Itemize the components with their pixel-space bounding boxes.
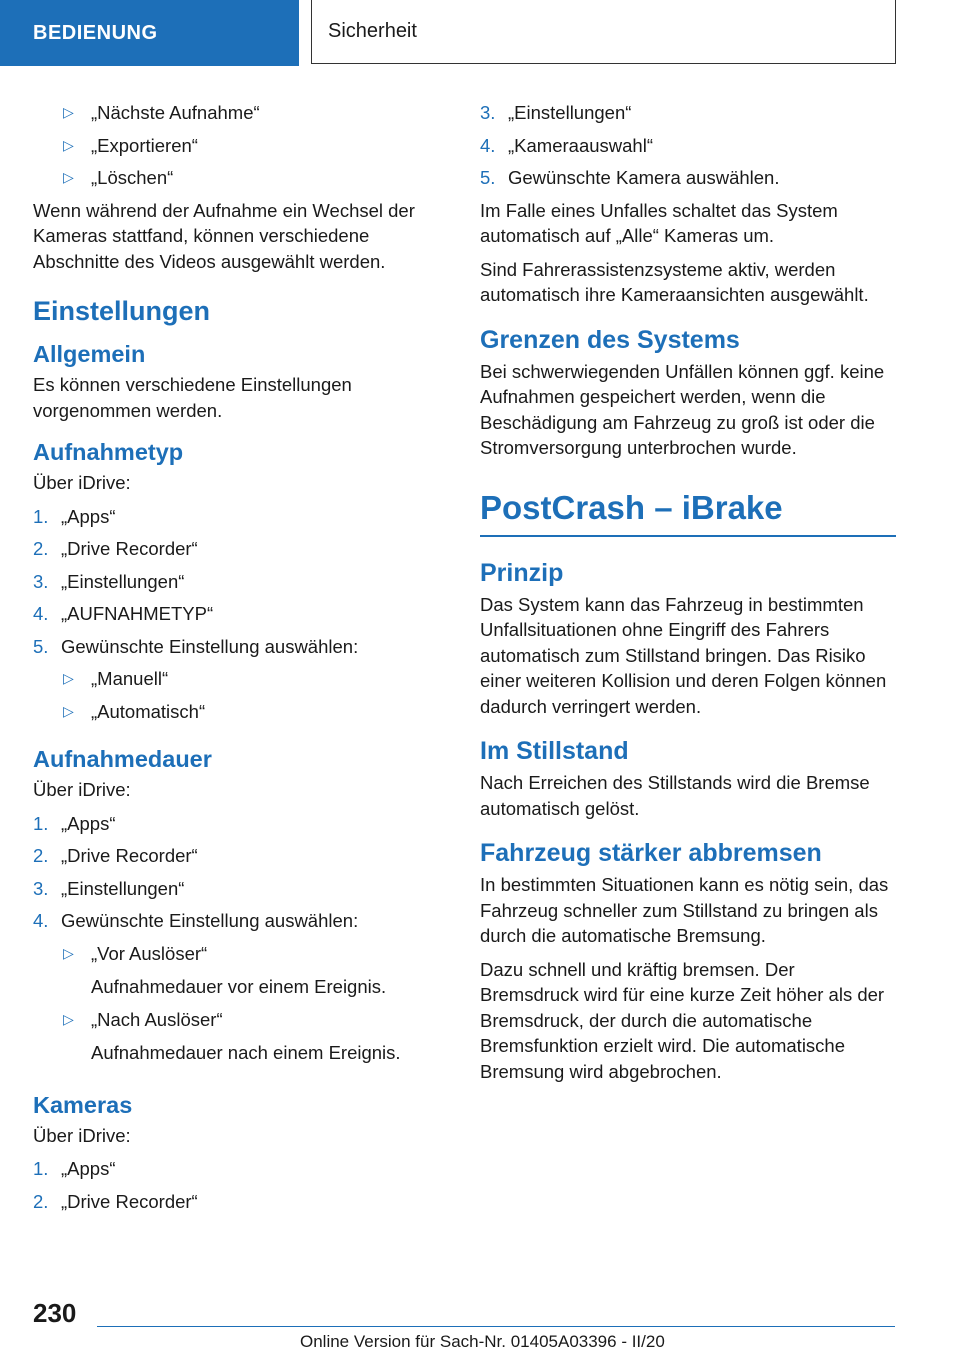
list-item: 1. „Apps“ [33, 1158, 116, 1179]
list-item: 5. Gewünschte Kamera auswählen. [480, 167, 780, 188]
page-header [0, 0, 960, 66]
page-number: 230 [33, 1298, 77, 1328]
heading-cameras: Kameras [33, 1091, 133, 1118]
triangle-right-icon: ▷ [63, 104, 74, 120]
list-item: 5. Gewünschte Einstellung auswählen: [33, 635, 359, 657]
triangle-right-icon: ▷ [63, 670, 74, 686]
list-item: 3. „Einstellungen“ [33, 877, 185, 899]
paragraph: Nach Erreichen des Stillstands wird die Bremse automatisch gelöst. [480, 772, 870, 819]
list-item: 4. Gewünschte Einstellung auswählen: [33, 910, 359, 931]
paragraph: Über iDrive: [33, 1124, 131, 1146]
heading-stronger-braking: Fahrzeug stärker abbremsen [480, 839, 822, 867]
list-item: ▷ „Nächste Aufnahme“ [33, 100, 433, 126]
triangle-right-icon: ▷ [63, 1010, 74, 1027]
heading-general: Allgemein [33, 341, 146, 367]
list-item: 4. „AUFNAHMETYP“ [33, 603, 214, 624]
paragraph: Im Falle eines Unfalles schaltet das System automatisch auf „Alle“ Kameras um. [480, 199, 838, 246]
triangle-right-icon: ▷ [63, 136, 74, 153]
list-item: 4. „Kameraauswahl“ [480, 134, 653, 156]
heading-settings: Einstellungen [33, 296, 211, 326]
paragraph: Über iDrive: [33, 472, 131, 493]
list-item: 2. „Drive Recorder“ [33, 845, 198, 866]
list-item: 2. „Drive Recorder“ [33, 538, 198, 559]
section-tab: BEDIENUNG [0, 0, 299, 66]
list-item: 3. „Einstellungen“ [33, 570, 185, 592]
heading-record-type: Aufnahmetyp [33, 439, 184, 465]
triangle-right-icon: ▷ [63, 944, 74, 961]
paragraph: Es können verschiedene Einstellungen vorgenommen werden. [33, 374, 352, 421]
heading-standstill: Im Stillstand [480, 737, 629, 765]
list-item: ▷ „Vor Auslöser“ Aufnahmedauer vor einem Ereignis. [63, 942, 387, 997]
list-item: ▷ „Exportieren“ [33, 133, 433, 159]
right-column [480, 100, 896, 1092]
heading-postcrash-ibrake: PostCrash – iBrake [480, 489, 896, 537]
paragraph: Sind Fahrerassistenzsysteme aktiv, werden automatisch ihre Kameraansichten ausgewählt. [480, 258, 869, 305]
paragraph: Wenn während der Aufnahme ein Wechsel der Kameras stattfand, können verschiedene Abschnitte des Videos ausgewählt werden. [33, 199, 415, 272]
chapter-title: Sicherheit [311, 0, 896, 64]
list-item: 2. „Drive Recorder“ [33, 1190, 198, 1212]
paragraph: Das System kann das Fahrzeug in bestimmten Unfallsituationen ohne Eingriff des Fahrers automatisch zum Stillstand bringen. Das Risiko einer weiteren Kollision und deren Folgen können dadurch verringert werden. [480, 593, 887, 717]
list-item: ▷ „Nach Auslöser“ Aufnahmedauer nach einem Ereignis. [63, 1008, 401, 1063]
heading-system-limits: Grenzen des Systems [480, 325, 740, 354]
footer-divider [97, 1326, 895, 1327]
heading-record-duration: Aufnahmedauer [33, 746, 212, 772]
list-item: 3. „Einstellungen“ [480, 102, 632, 123]
list-item: ▷ „Löschen“ [33, 165, 433, 191]
paragraph: Über iDrive: [33, 779, 131, 800]
left-column [33, 100, 433, 1221]
heading-principle: Prinzip [480, 558, 564, 587]
list-item: ▷ „Automatisch“ [33, 699, 433, 725]
paragraph: Bei schwerwiegenden Unfällen können ggf. keine Aufnahmen gespeichert werden, wenn die Beschädigung am Fahrzeug zu groß ist oder die Stromversorgung unterbrochen wurde. [480, 360, 885, 458]
list-item: 1. „Apps“ [33, 812, 116, 834]
paragraph: In bestimmten Situationen kann es nötig sein, das Fahrzeug schneller zum Stillstand zu bringen als durch die automatische Bremsung. [480, 874, 889, 946]
triangle-right-icon: ▷ [63, 169, 74, 185]
triangle-right-icon: ▷ [63, 702, 74, 719]
footer-version-text: Online Version für Sach-Nr. 01405A03396 - II/20 [300, 1332, 665, 1351]
paragraph: Dazu schnell und kräftig bremsen. Der Bremsdruck wird für eine kurze Zeit höher als der Bremsdruck, der durch die automatische Bremsfunktion erzielt wird. Die automatische Bremsung wird abgebrochen. [480, 958, 885, 1082]
list-item: ▷ „Manuell“ [33, 666, 433, 692]
list-item: 1. „Apps“ [33, 505, 116, 527]
